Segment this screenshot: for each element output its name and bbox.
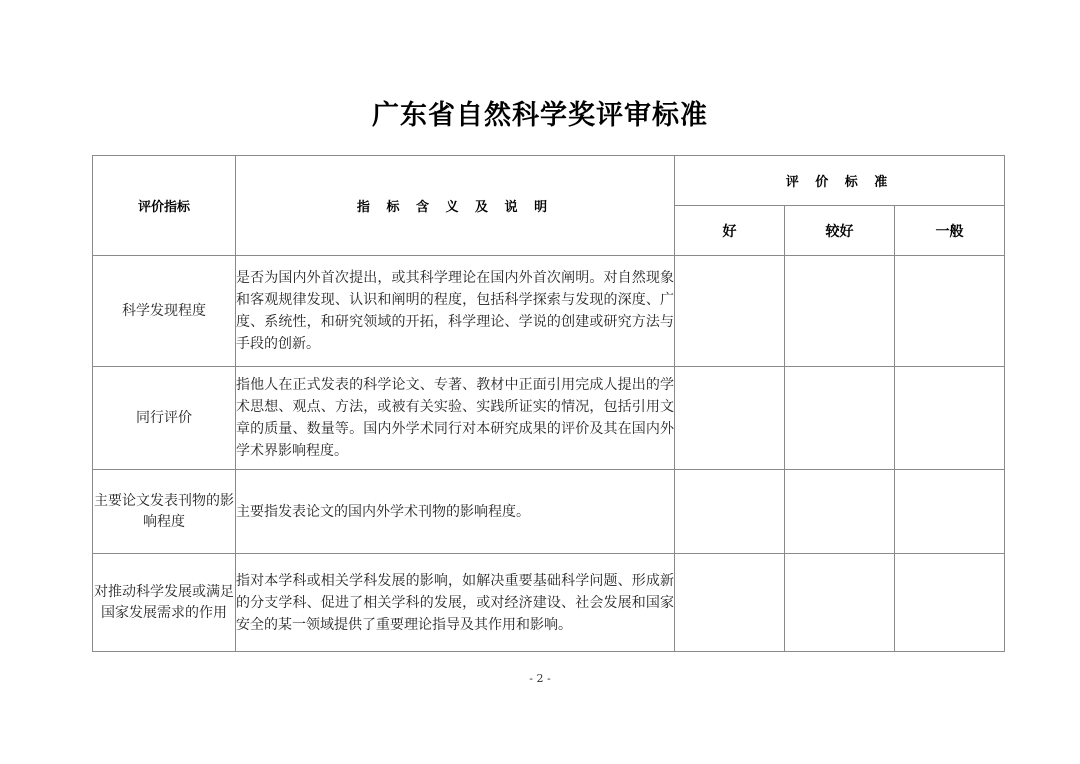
description-cell: 指对本学科或相关学科发展的影响，如解决重要基础科学问题、形成新的分支学科、促进了相关学科的发展，或对经济建设、社会发展和国家安全的某一领域提供了重要理论指导及其作用和影响。 (236, 554, 675, 652)
rating-cell-fairly-good (785, 554, 895, 652)
table-row (93, 367, 1005, 470)
description-cell: 指他人在正式发表的科学论文、专著、教材中正面引用完成人提出的学术思想、观点、方法，或被有关实验、实践所证实的情况，包括引用文章的质量、数量等。国内外学术同行对本研究成果的评价及其在国内外学术界影响程度。 (236, 367, 675, 470)
document-title: 广东省自然科学奖评审标准 (372, 100, 708, 131)
indicator-cell: 科学发现程度 (93, 256, 236, 367)
rating-cell-average (895, 554, 1005, 652)
header-meaning: 指 标 含 义 及 说 明 (236, 156, 675, 256)
indicator-cell: 同行评价 (93, 367, 236, 470)
header-criteria: 评 价 标 准 (675, 156, 1005, 206)
table-row (93, 554, 1005, 652)
rating-cell-good (675, 554, 785, 652)
rating-cell-average (895, 256, 1005, 367)
header-level-average: 一般 (895, 206, 1005, 256)
table-row (93, 470, 1005, 554)
rating-cell-average (895, 470, 1005, 554)
evaluation-standards-table (92, 155, 1005, 652)
rating-cell-fairly-good (785, 470, 895, 554)
indicator-cell: 主要论文发表刊物的影响程度 (93, 470, 236, 554)
indicator-cell: 对推动科学发展或满足国家发展需求的作用 (93, 554, 236, 652)
header-level-good: 好 (675, 206, 785, 256)
header-row-1 (93, 156, 1005, 206)
header-level-fairly-good: 较好 (785, 206, 895, 256)
rating-cell-good (675, 470, 785, 554)
rating-cell-fairly-good (785, 256, 895, 367)
description-cell: 主要指发表论文的国内外学术刊物的影响程度。 (236, 470, 675, 554)
description-cell: 是否为国内外首次提出，或其科学理论在国内外首次阐明。对自然现象和客观规律发现、认识和阐明的程度，包括科学探索与发现的深度、广度、系统性，和研究领域的开拓，科学理论、学说的创建或研究方法与手段的创新。 (236, 256, 675, 367)
rating-cell-good (675, 367, 785, 470)
rating-cell-average (895, 367, 1005, 470)
rating-cell-good (675, 256, 785, 367)
table-row (93, 256, 1005, 367)
page-number: - 2 - (529, 672, 551, 685)
rating-cell-fairly-good (785, 367, 895, 470)
header-indicator: 评价指标 (93, 156, 236, 256)
